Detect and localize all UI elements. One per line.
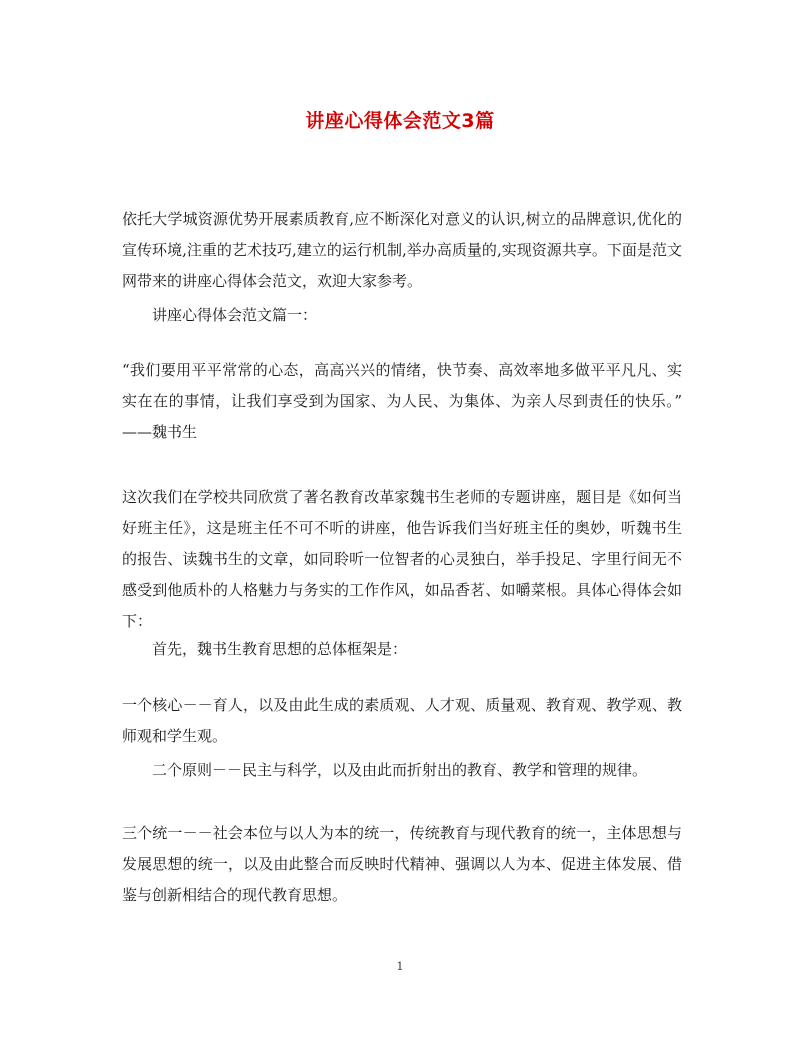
lecture-paragraph: 这次我们在学校共同欣赏了著名教育改革家魏书生老师的专题讲座，题目是《如何当好班主任》，这是班主任不可不听的讲座，他告诉我们当好班主任的奥妙，听魏书生的报告、读魏书生的文章，如同聆听一位智者的心灵独白，举手投足、字里行间无不感受到他质朴的人格魅力与务实的工作作风，如品香茗、如嚼菜根。具体心得体会如下： [122, 488, 682, 630]
unity-paragraph: 三个统一－－社会本位与以人为本的统一，传统教育与现代教育的统一，主体思想与发展思想的统一，以及由此整合而反映时代精神、强调以人为本、促进主体发展、借鉴与创新相结合的现代教育思想。 [122, 824, 682, 904]
principles-paragraph: 二个原则－－民主与科学，以及由此而折射出的教育、教学和管理的规律。 [152, 761, 648, 779]
quote-paragraph: “我们要用平平常常的心态，高高兴兴的情绪，快节奏、高效率地多做平平凡凡、实实在在的事情，让我们享受到为国家、为人民、为集体、为亲人尽到责任的快乐。” ——魏书生 [122, 361, 682, 441]
core-paragraph: 一个核心－－育人，以及由此生成的素质观、人才观、质量观、教育观、教学观、教师观和学生观。 [122, 696, 682, 745]
intro-paragraph: 依托大学城资源优势开展素质教育,应不断深化对意义的认识,树立的品牌意识,优化的宣传环境,注重的艺术技巧,建立的运行机制,举办高质量的,实现资源共享。下面是范文网带来的讲座心得体会范文，欢迎大家参考。 [122, 210, 682, 290]
document-title: 讲座心得体会范文3篇 [305, 110, 495, 132]
page-number: 1 [396, 960, 404, 973]
section-heading: 讲座心得体会范文篇一： [152, 306, 318, 324]
framework-intro: 首先，魏书生教育思想的总体框架是： [152, 640, 408, 658]
